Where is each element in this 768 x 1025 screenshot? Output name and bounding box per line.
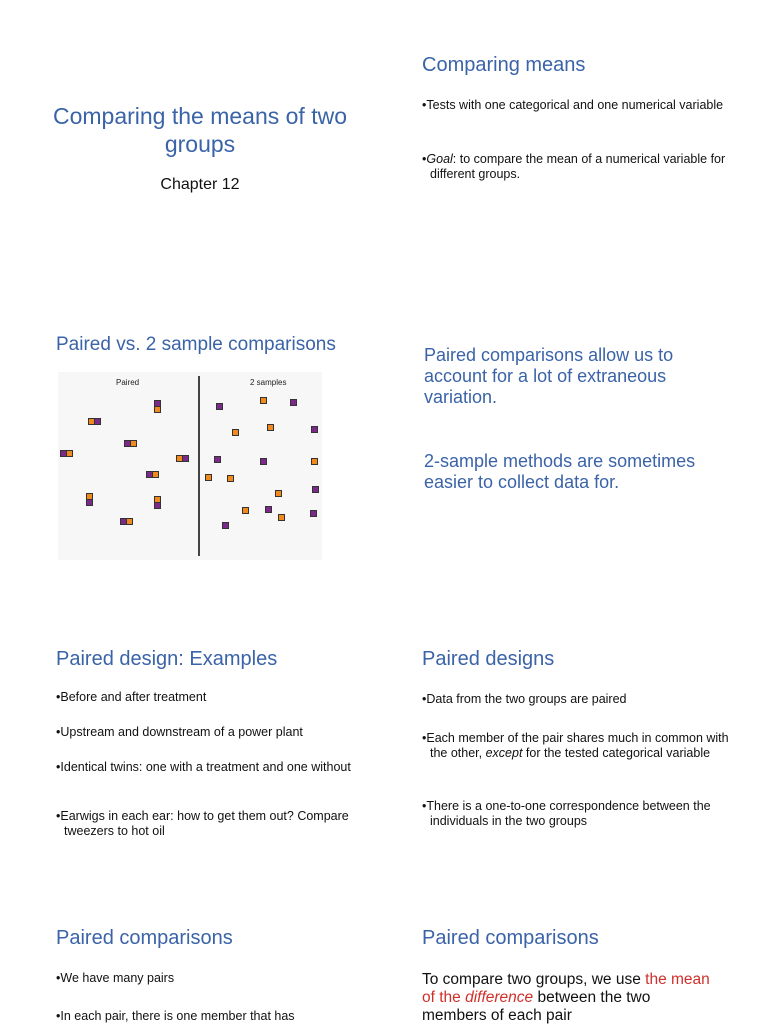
sample-marker-orange <box>227 475 234 482</box>
slide-6-bullet-2 <box>422 731 730 761</box>
slide-6-title: Paired designs <box>422 648 555 670</box>
paired-vs-two-sample-diagram <box>58 372 322 560</box>
slide-5-bullet-3: • Identical twins: one with a treatment and one without <box>56 760 364 775</box>
sample-marker-purple <box>265 506 272 513</box>
sample-marker-orange <box>267 424 274 431</box>
slide-6-bullet-1: • Data from the two groups are paired <box>422 692 730 707</box>
slide-8-text-pre: To compare two groups, we use <box>422 971 646 988</box>
diagram-divider <box>198 376 200 556</box>
slide-7-title: Paired comparisons <box>56 927 233 949</box>
slide-3-title: Paired vs. 2 sample comparisons <box>56 334 336 355</box>
sample-marker-purple <box>216 403 223 410</box>
sample-marker-purple <box>290 399 297 406</box>
sample-marker-purple <box>214 456 221 463</box>
sample-marker-orange <box>311 458 318 465</box>
slide-1-title: Comparing the means of two groups <box>52 103 348 157</box>
paired-marker-purple <box>154 502 161 509</box>
slide-5-bullet-1: • Before and after treatment <box>56 690 364 705</box>
paired-marker-orange <box>154 406 161 413</box>
slide-8-text <box>422 971 712 1025</box>
slide-5-bullet-2: • Upstream and downstream of a power plant <box>56 725 364 740</box>
slide-4-paragraph-2: 2-sample methods are sometimes easier to collect data for. <box>424 451 696 492</box>
slide-1-subtitle: Chapter 12 <box>160 176 240 193</box>
paired-marker-purple <box>86 499 93 506</box>
diagram-label-paired: Paired <box>116 378 140 387</box>
sample-marker-orange <box>260 397 267 404</box>
except-emphasis: except <box>485 746 523 760</box>
paired-marker-orange <box>126 518 133 525</box>
sample-marker-orange <box>205 474 212 481</box>
sample-marker-purple <box>260 458 267 465</box>
paired-marker-orange <box>66 450 73 457</box>
slide-6-bullet-3: • There is a one-to-one correspondence between the individuals in the two groups <box>422 799 730 829</box>
sample-marker-orange <box>278 514 285 521</box>
slide-8-title: Paired comparisons <box>422 927 599 949</box>
slide-2-bullet-2 <box>422 152 730 182</box>
slide-2-bullet-1: • Tests with one categorical and one numerical variable <box>422 98 730 113</box>
paired-marker-purple <box>182 455 189 462</box>
sample-marker-orange <box>242 507 249 514</box>
paired-marker-orange <box>152 471 159 478</box>
diagram-label-two-samples: 2 samples <box>250 378 287 387</box>
difference-emphasis: difference <box>465 989 534 1006</box>
sample-marker-purple <box>312 486 319 493</box>
goal-emphasis: Goal <box>426 152 453 166</box>
sample-marker-purple <box>222 522 229 529</box>
slide-8-text-highlight: the mean of the <box>422 971 710 1006</box>
slide-6-bullet-2-pre: Each member of the pair shares much in common with the other, <box>426 731 729 760</box>
sample-marker-purple <box>311 426 318 433</box>
slide-6-bullet-2-post: for the tested categorical variable <box>522 746 711 760</box>
sample-marker-purple <box>310 510 317 517</box>
sample-marker-orange <box>275 490 282 497</box>
sample-marker-orange <box>232 429 239 436</box>
slide-7-bullet-2: • In each pair, there is one member that has <box>56 1009 364 1024</box>
slide-5-bullet-4: • Earwigs in each ear: how to get them out? Compare tweezers to hot oil <box>56 809 364 839</box>
slide-2-title: Comparing means <box>422 54 586 76</box>
slide-7-bullet-1: • We have many pairs <box>56 971 364 986</box>
slide-2-bullet-2-text: : to compare the mean of a numerical variable for different groups. <box>430 152 726 181</box>
slide-5-title: Paired design: Examples <box>56 648 278 670</box>
slide-4-paragraph-1: Paired comparisons allow us to account for a lot of extraneous variation. <box>424 345 674 407</box>
paired-marker-purple <box>94 418 101 425</box>
slide-8-text-post: between the two members of each pair <box>422 989 651 1024</box>
paired-marker-orange <box>130 440 137 447</box>
